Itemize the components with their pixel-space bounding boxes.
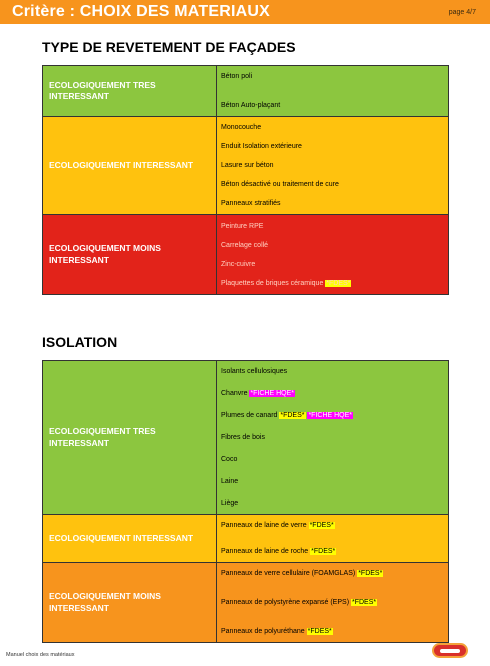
material-list <box>217 515 449 563</box>
brand-logo-icon <box>432 643 468 658</box>
header-bar <box>0 0 490 24</box>
material-name: Panneaux de verre cellulaire (FOAMGLAS) <box>221 570 356 577</box>
list-item <box>221 367 444 376</box>
material-name: Plaquettes de briques céramique <box>221 279 324 287</box>
list-item <box>221 123 444 132</box>
fiche-hqe-badge: *FICHE HQE* <box>250 390 294 397</box>
material-name: Zinc-cuivre <box>221 260 256 268</box>
material-name: Panneaux de polyuréthane <box>221 628 305 635</box>
page-number: page 4/7 <box>448 8 476 16</box>
list-item <box>221 142 444 151</box>
material-name: Chanvre <box>221 390 248 397</box>
fdes-badge: *FDES* <box>307 628 332 635</box>
material-name: Béton Auto-plaçant <box>221 102 281 109</box>
section-title-isolation: ISOLATION <box>42 334 118 350</box>
list-item <box>221 569 444 578</box>
material-name: Fibres de bois <box>221 434 265 441</box>
rating-label: ECOLOGIQUEMENT INTERESSANT <box>43 117 217 215</box>
fdes-badge: *FDES* <box>311 548 336 555</box>
material-name: Panneaux stratifiés <box>221 200 281 207</box>
material-list <box>217 215 449 295</box>
material-list <box>217 117 449 215</box>
material-name: Peinture RPE <box>221 222 264 230</box>
rating-label: ECOLOGIQUEMENT TRES INTERESSANT <box>43 361 217 515</box>
list-item <box>221 161 444 170</box>
material-name: Isolants cellulosiques <box>221 368 288 375</box>
rating-label: ECOLOGIQUEMENT MOINS INTERESSANT <box>43 215 217 295</box>
section-title-facades: TYPE DE REVETEMENT DE FAÇADES <box>42 39 296 55</box>
list-item <box>221 598 444 607</box>
fdes-badge: *FDES* <box>351 599 377 606</box>
list-item <box>221 499 444 508</box>
criteria-row <box>43 515 449 563</box>
facades-table <box>42 65 449 295</box>
material-name: Panneaux de laine de roche <box>221 548 309 555</box>
fdes-badge: *FDES* <box>280 412 305 419</box>
criteria-row <box>43 215 449 295</box>
list-item <box>221 279 444 288</box>
criteria-row <box>43 117 449 215</box>
fdes-badge: *FDES* <box>326 279 351 287</box>
fiche-hqe-badge: *FICHE HQE* <box>308 412 353 419</box>
material-name: Lasure sur béton <box>221 162 274 169</box>
list-item <box>221 222 444 231</box>
list-item <box>221 199 444 208</box>
fdes-badge: *FDES* <box>358 570 383 577</box>
material-name: Enduit Isolation extérieure <box>221 143 302 150</box>
material-list <box>217 563 449 643</box>
material-name: Plumes de canard <box>221 412 278 419</box>
list-item <box>221 455 444 464</box>
list-item <box>221 180 444 189</box>
list-item <box>221 627 444 636</box>
material-list <box>217 66 449 117</box>
material-name: Béton poli <box>221 73 253 80</box>
page-title: Critère : CHOIX DES MATERIAUX <box>12 3 270 20</box>
list-item <box>221 389 444 398</box>
material-name: Monocouche <box>221 124 262 131</box>
list-item <box>221 260 444 269</box>
fdes-badge: *FDES* <box>309 522 334 529</box>
material-name: Coco <box>221 456 238 463</box>
list-item <box>221 521 444 530</box>
criteria-row <box>43 563 449 643</box>
rating-label: ECOLOGIQUEMENT MOINS INTERESSANT <box>43 563 217 643</box>
list-item <box>221 241 444 250</box>
material-name: Béton désactivé ou traitement de cure <box>221 181 339 188</box>
material-name: Carrelage collé <box>221 241 269 249</box>
material-name: Panneaux de polystyrène expansé (EPS) <box>221 599 350 606</box>
footer-text: Manuel choix des matériaux <box>6 652 75 658</box>
list-item <box>221 477 444 486</box>
list-item <box>221 547 444 556</box>
list-item <box>221 72 444 81</box>
material-name: Laine <box>221 478 239 485</box>
material-name: Panneaux de laine de verre <box>221 522 307 529</box>
rating-label: ECOLOGIQUEMENT INTERESSANT <box>43 515 217 563</box>
rating-label: ECOLOGIQUEMENT TRES INTERESSANT <box>43 66 217 117</box>
criteria-row <box>43 361 449 515</box>
criteria-row <box>43 66 449 117</box>
isolation-table <box>42 360 449 643</box>
material-list <box>217 361 449 515</box>
material-name: Liège <box>221 500 239 507</box>
list-item <box>221 411 444 420</box>
list-item <box>221 433 444 442</box>
list-item <box>221 101 444 110</box>
